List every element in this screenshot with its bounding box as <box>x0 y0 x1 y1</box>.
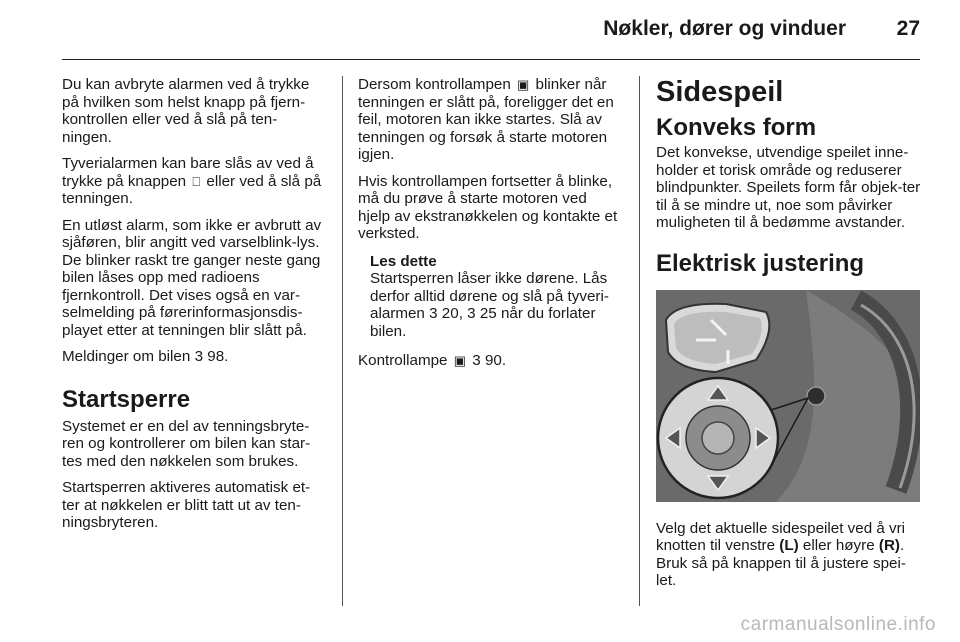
note-box <box>358 253 622 341</box>
page-header <box>62 0 920 60</box>
chapter-heading: Sidespeil <box>656 76 784 108</box>
column-middle <box>358 76 622 379</box>
left-label: (L) <box>779 537 799 554</box>
page-ref-icon: 3 <box>472 352 481 369</box>
column-left <box>62 76 326 541</box>
paragraph: Velg det aktuelle sidespeilet ved å vri knotten til venstre (L) eller høyre (R). Bruk så på knappen til å justere spei-let. <box>656 519 906 589</box>
column-divider <box>639 76 640 606</box>
mirror-control-photo <box>656 290 920 502</box>
immobiliser-warning-icon: ▣ <box>517 77 530 92</box>
note-title: Les dette <box>370 252 437 270</box>
page-ref-icon: 3 <box>194 348 204 365</box>
page-ref-icon: 3 <box>429 305 438 322</box>
paragraph: En utløst alarm, som ikke er avbrutt av sjåføren, blir angitt ved varselblink-lys. De blinker raskt tre ganger neste gang bilen låses opp med radioens fjernkontroll. Det vises også en var-selmelding på førerinformasjonsdis-playet etter at tenningen blir slått på. <box>62 216 322 339</box>
note-text: Startsperren låser ikke dørene. Lås derfor alltid dørene og slå på tyveri-alarmen 3 20, 3 25 når du forlater bilen. <box>370 270 609 340</box>
page-ref-link[interactable]: 90. <box>484 352 507 369</box>
paragraph: Kontrollampe ▣ 3 90. <box>358 352 507 369</box>
paragraph: Startsperren aktiveres automatisk et-ter at nøkkelen er blitt tatt ut av ten-ningsbryteren. <box>62 479 311 531</box>
right-label: (R) <box>878 537 900 554</box>
page-ref-icon: 3 <box>467 305 476 322</box>
section-heading: Startsperre <box>62 385 191 413</box>
watermark: carmanualsonline.info <box>740 614 936 635</box>
column-right <box>656 76 922 599</box>
paragraph: Hvis kontrollampen fortsetter å blinke, må du prøve å starte motoren ved hjelp av ekstranøkkelen og kontakte et verksted. <box>358 172 618 242</box>
paragraph: Systemet er en del av tenningsbryte-ren og kontrollerer om bilen kan star-tes med den nøkkelen som brukes. <box>62 417 311 470</box>
paragraph: Meldinger om bilen 3 98. <box>62 348 229 365</box>
immobiliser-warning-icon: ▣ <box>453 353 467 368</box>
paragraph: Det konvekse, utvendige speilet inne-holder et torisk område og reduserer blindpunkter. Speilets form får objek-ter til å se mindre ut, noe som påvirker muligheten til å bedømme avstander. <box>656 144 921 231</box>
paragraph: Dersom kontrollampen ▣ blinker når tenningen er slått på, foreligger det en feil, motoren kan ikke startes. Slå av tenningen og forsøk å starte motoren igjen. <box>358 76 614 163</box>
section-heading: Konveks form <box>656 114 817 141</box>
paragraph: Du kan avbryte alarmen ved å trykke på hvilken som helst knapp på fjern-kontrollen eller ved å slå på ten-ningen. <box>62 76 310 146</box>
key-unlock-icon: ⎕ <box>192 173 201 189</box>
mirror-control-illustration <box>656 290 920 502</box>
column-divider <box>342 76 343 606</box>
page-ref-link[interactable]: 20, <box>441 305 463 322</box>
page-title: Nøkler, dører og vinduer <box>603 17 846 40</box>
page-ref-link[interactable]: 98. <box>207 348 229 365</box>
paragraph: Tyverialarmen kan bare slås av ved å trykke på knappen ⎕ eller ved å slå på tenningen. <box>62 155 322 207</box>
section-heading: Elektrisk justering <box>656 249 865 277</box>
page-number: 27 <box>896 17 920 40</box>
